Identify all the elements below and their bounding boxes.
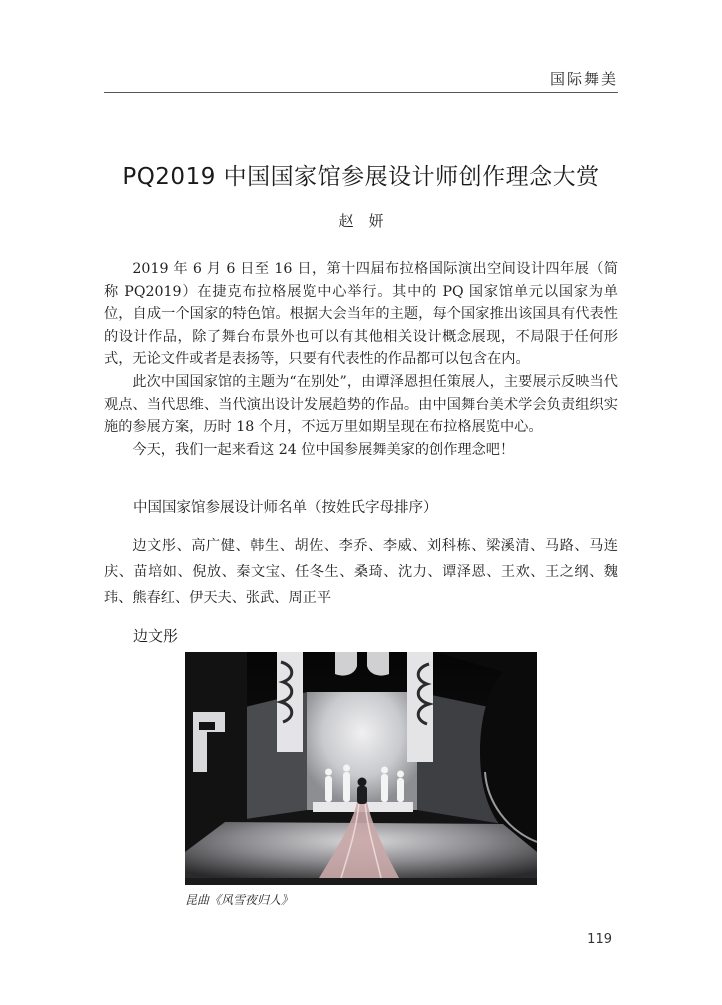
body-paragraph: 此次中国国家馆的主题为“在别处”，由谭泽恩担任策展人，主要展示反映当代观点、当代思维、当代演出设计发展趋势的作品。由中国舞台美术学会负责组织实施的参展方案，历时 18 个月，不远万里如期呈现在布拉格展览中心。 bbox=[104, 373, 618, 436]
article-title: PQ2019 中国国家馆参展设计师创作理念大赏 bbox=[122, 164, 600, 190]
page-number: 119 bbox=[587, 932, 612, 947]
stage-photo-illustration bbox=[185, 652, 537, 885]
header-rule bbox=[104, 92, 618, 93]
designer-list: 边文彤、高广健、韩生、胡佐、李乔、李威、刘科栋、梁溪清、马路、马连庆、苗培如、倪放、秦文宝、任冬生、桑琦、沈力、谭泽恩、王欢、王之纲、魏玮、熊春红、伊天夫、张武、周正平 bbox=[104, 538, 618, 606]
article-author: 赵 妍 bbox=[338, 212, 384, 230]
designer-section-heading: 边文彤 bbox=[133, 627, 179, 645]
article-body bbox=[104, 258, 618, 461]
image-caption: 昆曲《风雪夜归人》 bbox=[185, 893, 294, 907]
running-header-section: 国际舞美 bbox=[549, 70, 618, 88]
body-paragraph: 2019 年 6 月 6 日至 16 日，第十四届布拉格国际演出空间设计四年展（简称 PQ2019）在捷克布拉格展览中心举行。其中的 PQ 国家馆单元以国家为单位，自成一个国家的特色馆。根据大会当年的主题，每个国家推出该国具有代表性的设计作品，除了舞台布景外也可以有其他相关设计概念展现，不局限于任何形式，无论文件或者是表扬等，只要有代表性的作品都可以包含在内。 bbox=[104, 261, 618, 368]
body-paragraph: 今天，我们一起来看这 24 位中国参展舞美家的创作理念吧！ bbox=[132, 441, 515, 458]
stage-photo bbox=[185, 652, 537, 885]
designer-list-heading: 中国国家馆参展设计师名单（按姓氏字母排序） bbox=[133, 500, 438, 516]
